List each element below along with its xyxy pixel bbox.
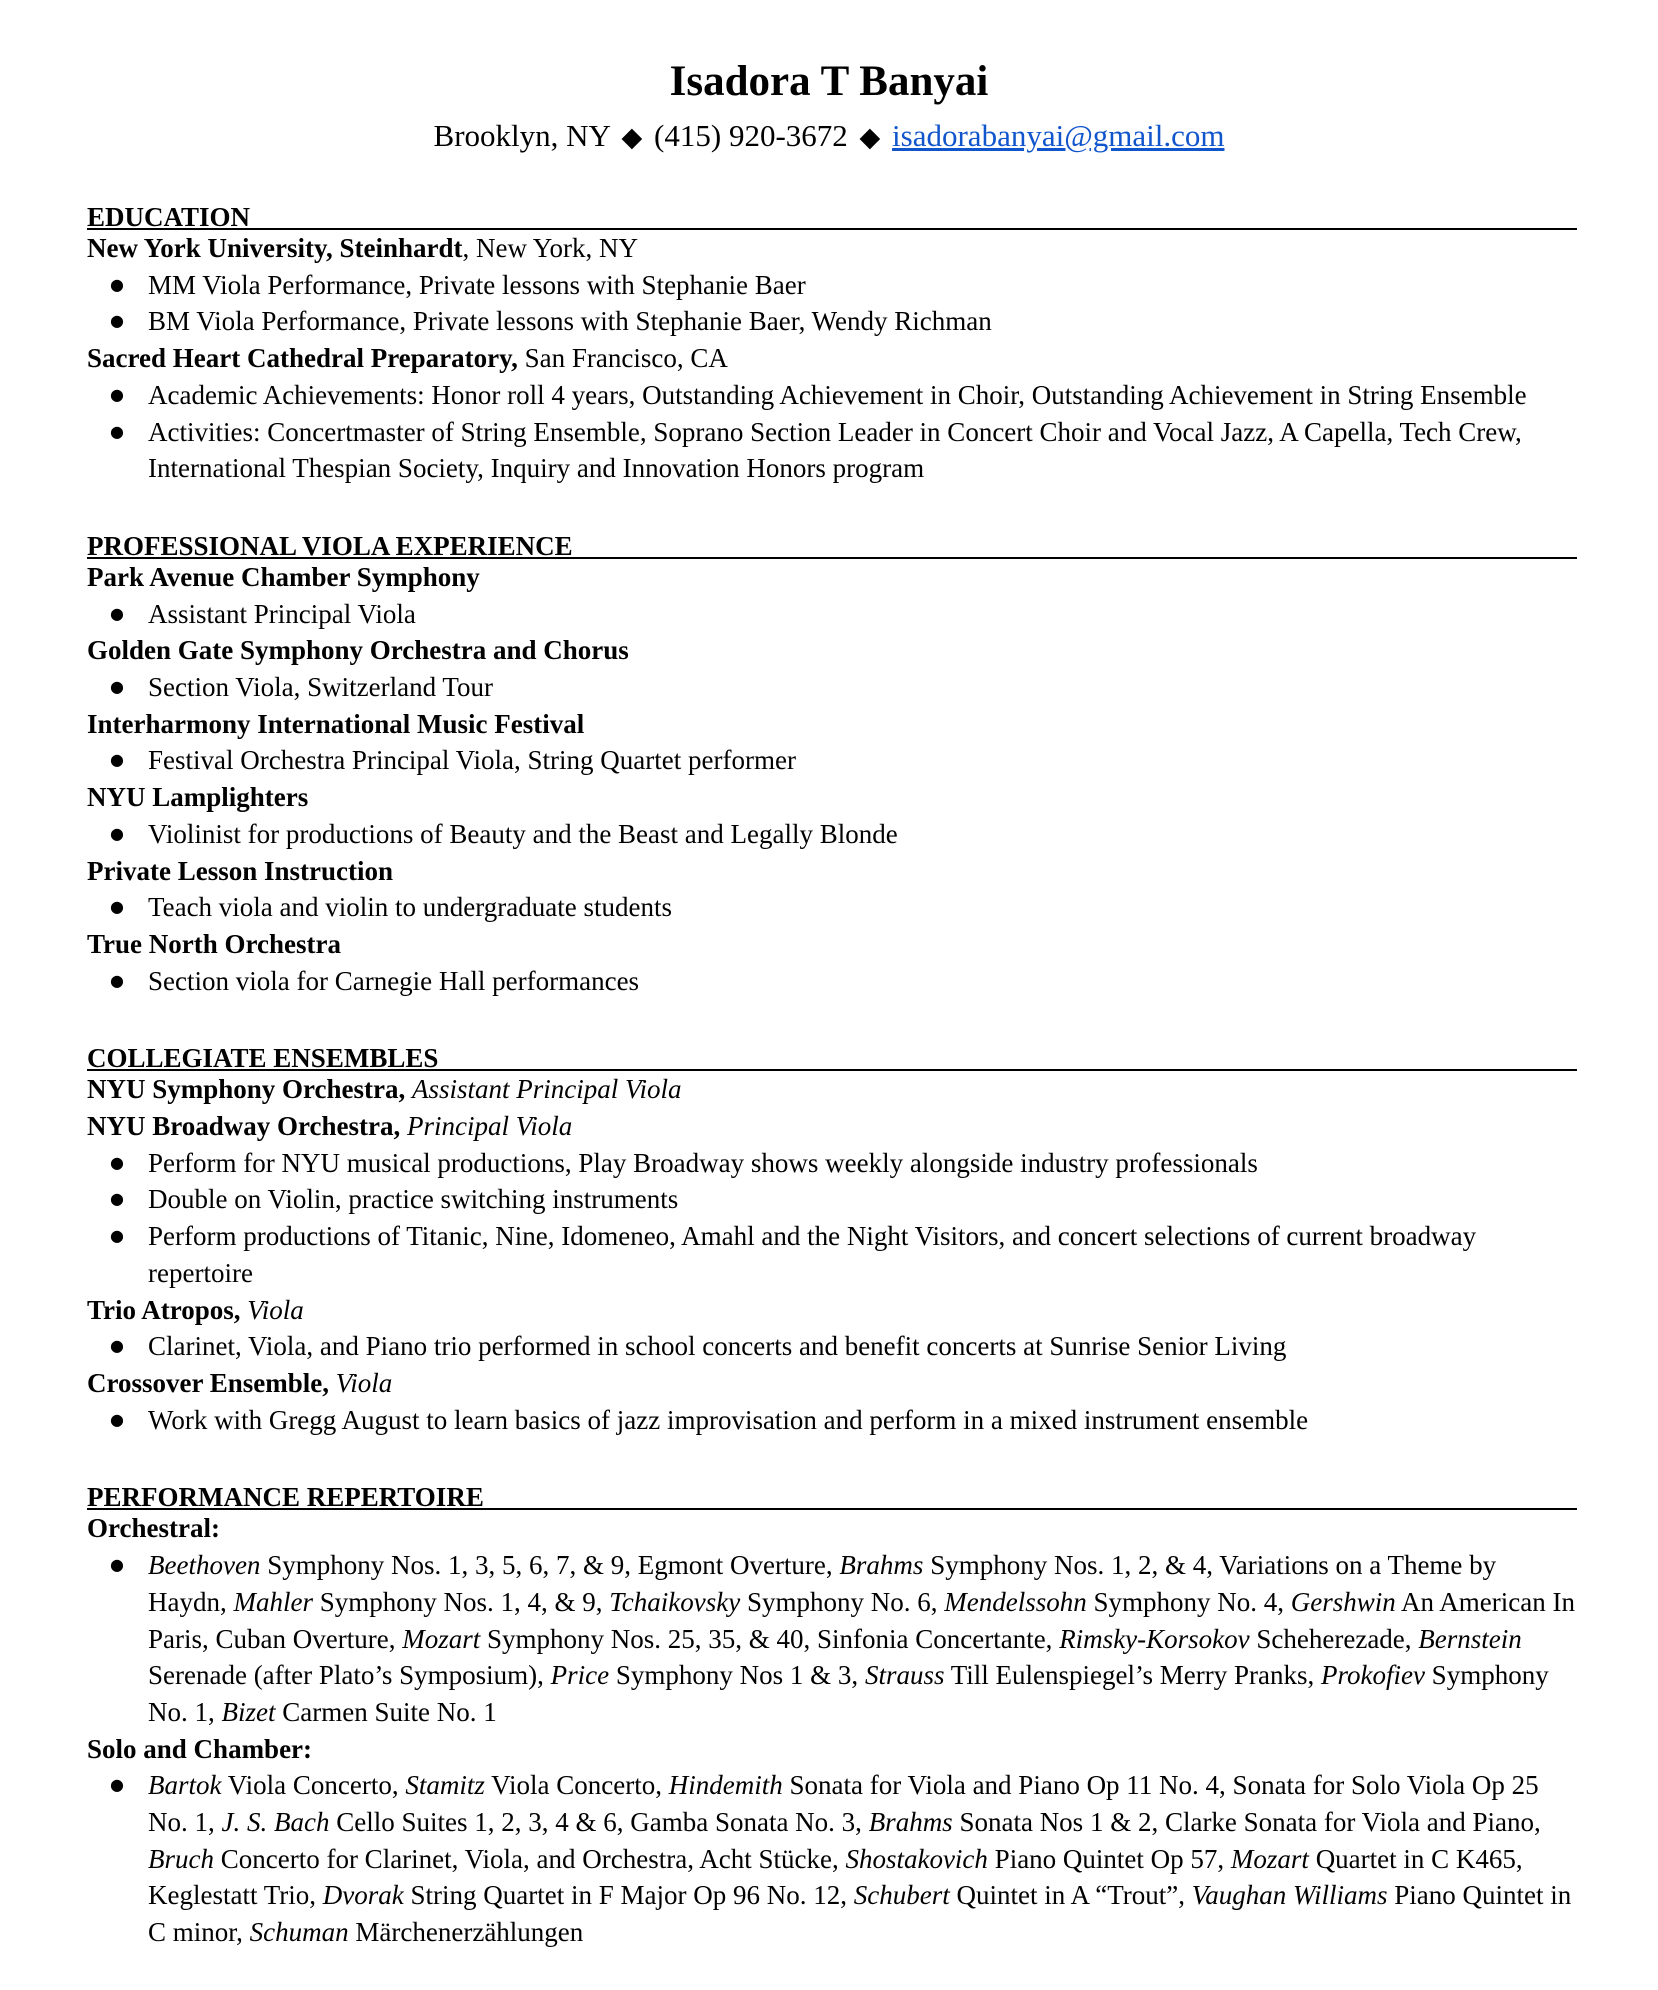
composer-name: Brahms [868,1807,953,1838]
bullet-list [87,377,1577,487]
resume-header [0,52,1658,161]
contact-line [0,112,1658,161]
composer-name: Bartok [148,1770,222,1801]
list-item: ● Double on Violin, practice switching instruments [87,1181,1577,1218]
repertoire-label: Orchestral: [87,1513,220,1544]
composer-name: Gershwin [1290,1586,1396,1617]
professional-section [87,527,1577,999]
composer-name: Strauss [864,1660,945,1691]
org-name: NYU Lamplighters [87,782,309,813]
works-text: Symphony Nos. 25, 35, & 40, Sinfonia Concertante, [480,1623,1060,1654]
list-item: ● Teach viola and violin to undergraduate students [87,889,1577,926]
works-text: Symphony No. 4, [1086,1586,1291,1617]
composer-name: Bernstein [1418,1623,1522,1654]
org-name: True North Orchestra [87,928,341,959]
section-heading: PROFESSIONAL VIOLA EXPERIENCE [87,527,1577,559]
composer-name: Tchaikovsky [609,1586,741,1617]
list-item: ● Assistant Principal Viola [87,596,1577,633]
works-text: Symphony Nos. 1, 4, & 9, [312,1586,610,1617]
composer-name: Bruch [148,1843,214,1874]
composer-name: Mozart [1230,1843,1309,1874]
diamond-separator-icon: ◆ [621,122,643,152]
works-text: Viola Concerto, [484,1770,669,1801]
org-name: Private Lesson Instruction [87,855,393,886]
list-item: ● MM Viola Performance, Private lessons with Stephanie Baer [87,267,1577,304]
composer-name: Vaughan Williams [1191,1880,1388,1911]
composer-name: Mozart [402,1623,481,1654]
list-item: ● Clarinet, Viola, and Piano trio performed in school concerts and benefit concerts at Sunrise Senior Living [87,1328,1577,1365]
works-text: Scheherezade, [1249,1623,1419,1654]
list-item: ● Work with Gregg August to learn basics of jazz improvisation and perform in a mixed instrument ensemble [87,1402,1577,1439]
org-name: Interharmony International Music Festival [87,708,585,739]
works-text: Concerto for Clarinet, Viola, and Orchestra, Acht Stücke, [213,1843,846,1874]
works-text: Symphony No. 1, [148,1660,1549,1727]
works-text: Viola Concerto, [221,1770,406,1801]
list-item: ● Violinist for productions of Beauty and the Beast and Legally Blonde [87,816,1577,853]
composer-name: Bizet [221,1696,276,1727]
list-item: ● Activities: Concertmaster of String Ensemble, Soprano Section Leader in Concert Choir and Vocal Jazz, A Capella, Tech Crew, International Thespian Society, Inquiry and Innovation Honors program [87,414,1577,487]
list-item: ● Perform for NYU musical productions, Play Broadway shows weekly alongside industry professionals [87,1145,1577,1182]
org-name: Golden Gate Symphony Orchestra and Chorus [87,635,629,666]
works-text: Sonata for Viola and Piano Op 11 No. 4, Sonata for Solo Viola Op 25 No. 1, [148,1770,1539,1838]
works-text: Cello Suites 1, 2, 3, 4 & 6, Gamba Sonata No. 3, [329,1807,869,1838]
section-heading: EDUCATION [87,198,1577,230]
ensemble-line: Trio Atropos, Viola [87,1294,304,1325]
repertoire-label: Solo and Chamber: [87,1733,313,1764]
education-section [87,198,1577,487]
repertoire-section [87,1478,1577,1950]
phone-number: (415) 920-3672 [654,118,848,153]
composer-name: J. S. Bach [221,1807,330,1838]
email-link[interactable]: isadorabanyai@gmail.com [892,118,1225,153]
works-text: Sonata Nos 1 & 2, Clarke Sonata for Viola and Piano, [952,1807,1541,1838]
ensemble-line: NYU Symphony Orchestra, Assistant Principal Viola [87,1074,682,1105]
list-item: ● Academic Achievements: Honor roll 4 years, Outstanding Achievement in Choir, Outstanding Achievement in String Ensemble [87,377,1577,414]
works-text: Quartet in C K465, Keglestatt Trio, [148,1843,1523,1911]
works-text: Symphony Nos. 1, 2, & 4, Variations on a Theme by Haydn, [148,1550,1497,1617]
works-text: Symphony Nos. 1, 3, 5, 6, 7, & 9, Egmont Overture, [260,1550,840,1581]
composer-name: Shostakovich [845,1843,988,1874]
composer-name: Rimsky-Korsokov [1059,1623,1250,1654]
works-text: Serenade (after Plato’s Symposium), [148,1660,551,1691]
composer-name: Mahler [233,1586,313,1617]
bullet-list [87,267,1577,340]
collegiate-section [87,1039,1577,1438]
works-text: String Quartet in F Major Op 96 No. 12, [403,1880,854,1911]
works-text: Piano Quintet Op 57, [987,1843,1231,1874]
composer-name: Schuman [249,1917,349,1948]
works-text: Märchenerzählungen [348,1917,584,1948]
composer-name: Dvorak [322,1880,404,1911]
school-line: Sacred Heart Cathedral Preparatory, San Francisco, CA [87,343,728,374]
composer-name: Beethoven [148,1550,261,1581]
composer-name: Stamitz [405,1770,485,1801]
list-item: ● BM Viola Performance, Private lessons with Stephanie Baer, Wendy Richman [87,303,1577,340]
candidate-name: Isadora T Banyai [669,58,989,105]
ensemble-line: Crossover Ensemble, Viola [87,1367,393,1398]
composer-name: Brahms [839,1550,924,1581]
list-item: ● Perform productions of Titanic, Nine, Idomeneo, Amahl and the Night Visitors, and concert selections of current broadway repertoire [87,1218,1577,1291]
list-item: ● Festival Orchestra Principal Viola, String Quartet performer [87,742,1577,779]
list-item: ● Section Viola, Switzerland Tour [87,669,1577,706]
composer-name: Hindemith [668,1770,783,1801]
works-text: Till Eulenspiegel’s Merry Pranks, [944,1660,1321,1691]
resume-body [87,198,1577,1951]
section-heading: PERFORMANCE REPERTOIRE [87,1478,1577,1510]
diamond-separator-icon: ◆ [859,122,881,152]
composer-name: Schubert [853,1880,950,1911]
chamber-repertoire-item [87,1767,1577,1951]
ensemble-line: NYU Broadway Orchestra, Principal Viola [87,1111,573,1142]
school-line: New York University, Steinhardt, New York, NY [87,233,639,263]
composer-name: Mendelssohn [944,1586,1087,1617]
composer-name: Price [550,1660,610,1691]
orchestral-repertoire-item [87,1547,1577,1731]
location: Brooklyn, NY [433,118,610,153]
list-item: ● Section viola for Carnegie Hall performances [87,963,1577,1000]
works-text: Carmen Suite No. 1 [275,1696,497,1727]
works-text: Symphony No. 6, [740,1586,945,1617]
org-name: Park Avenue Chamber Symphony [87,561,480,592]
works-text: An American In Paris, Cuban Overture, [148,1586,1575,1654]
works-text: Quintet in A “Trout”, [949,1880,1192,1911]
section-heading: COLLEGIATE ENSEMBLES [87,1039,1577,1071]
composer-name: Prokofiev [1320,1660,1425,1691]
works-text: Symphony Nos 1 & 3, [609,1660,865,1691]
works-text: Piano Quintet in C minor, [148,1880,1572,1948]
